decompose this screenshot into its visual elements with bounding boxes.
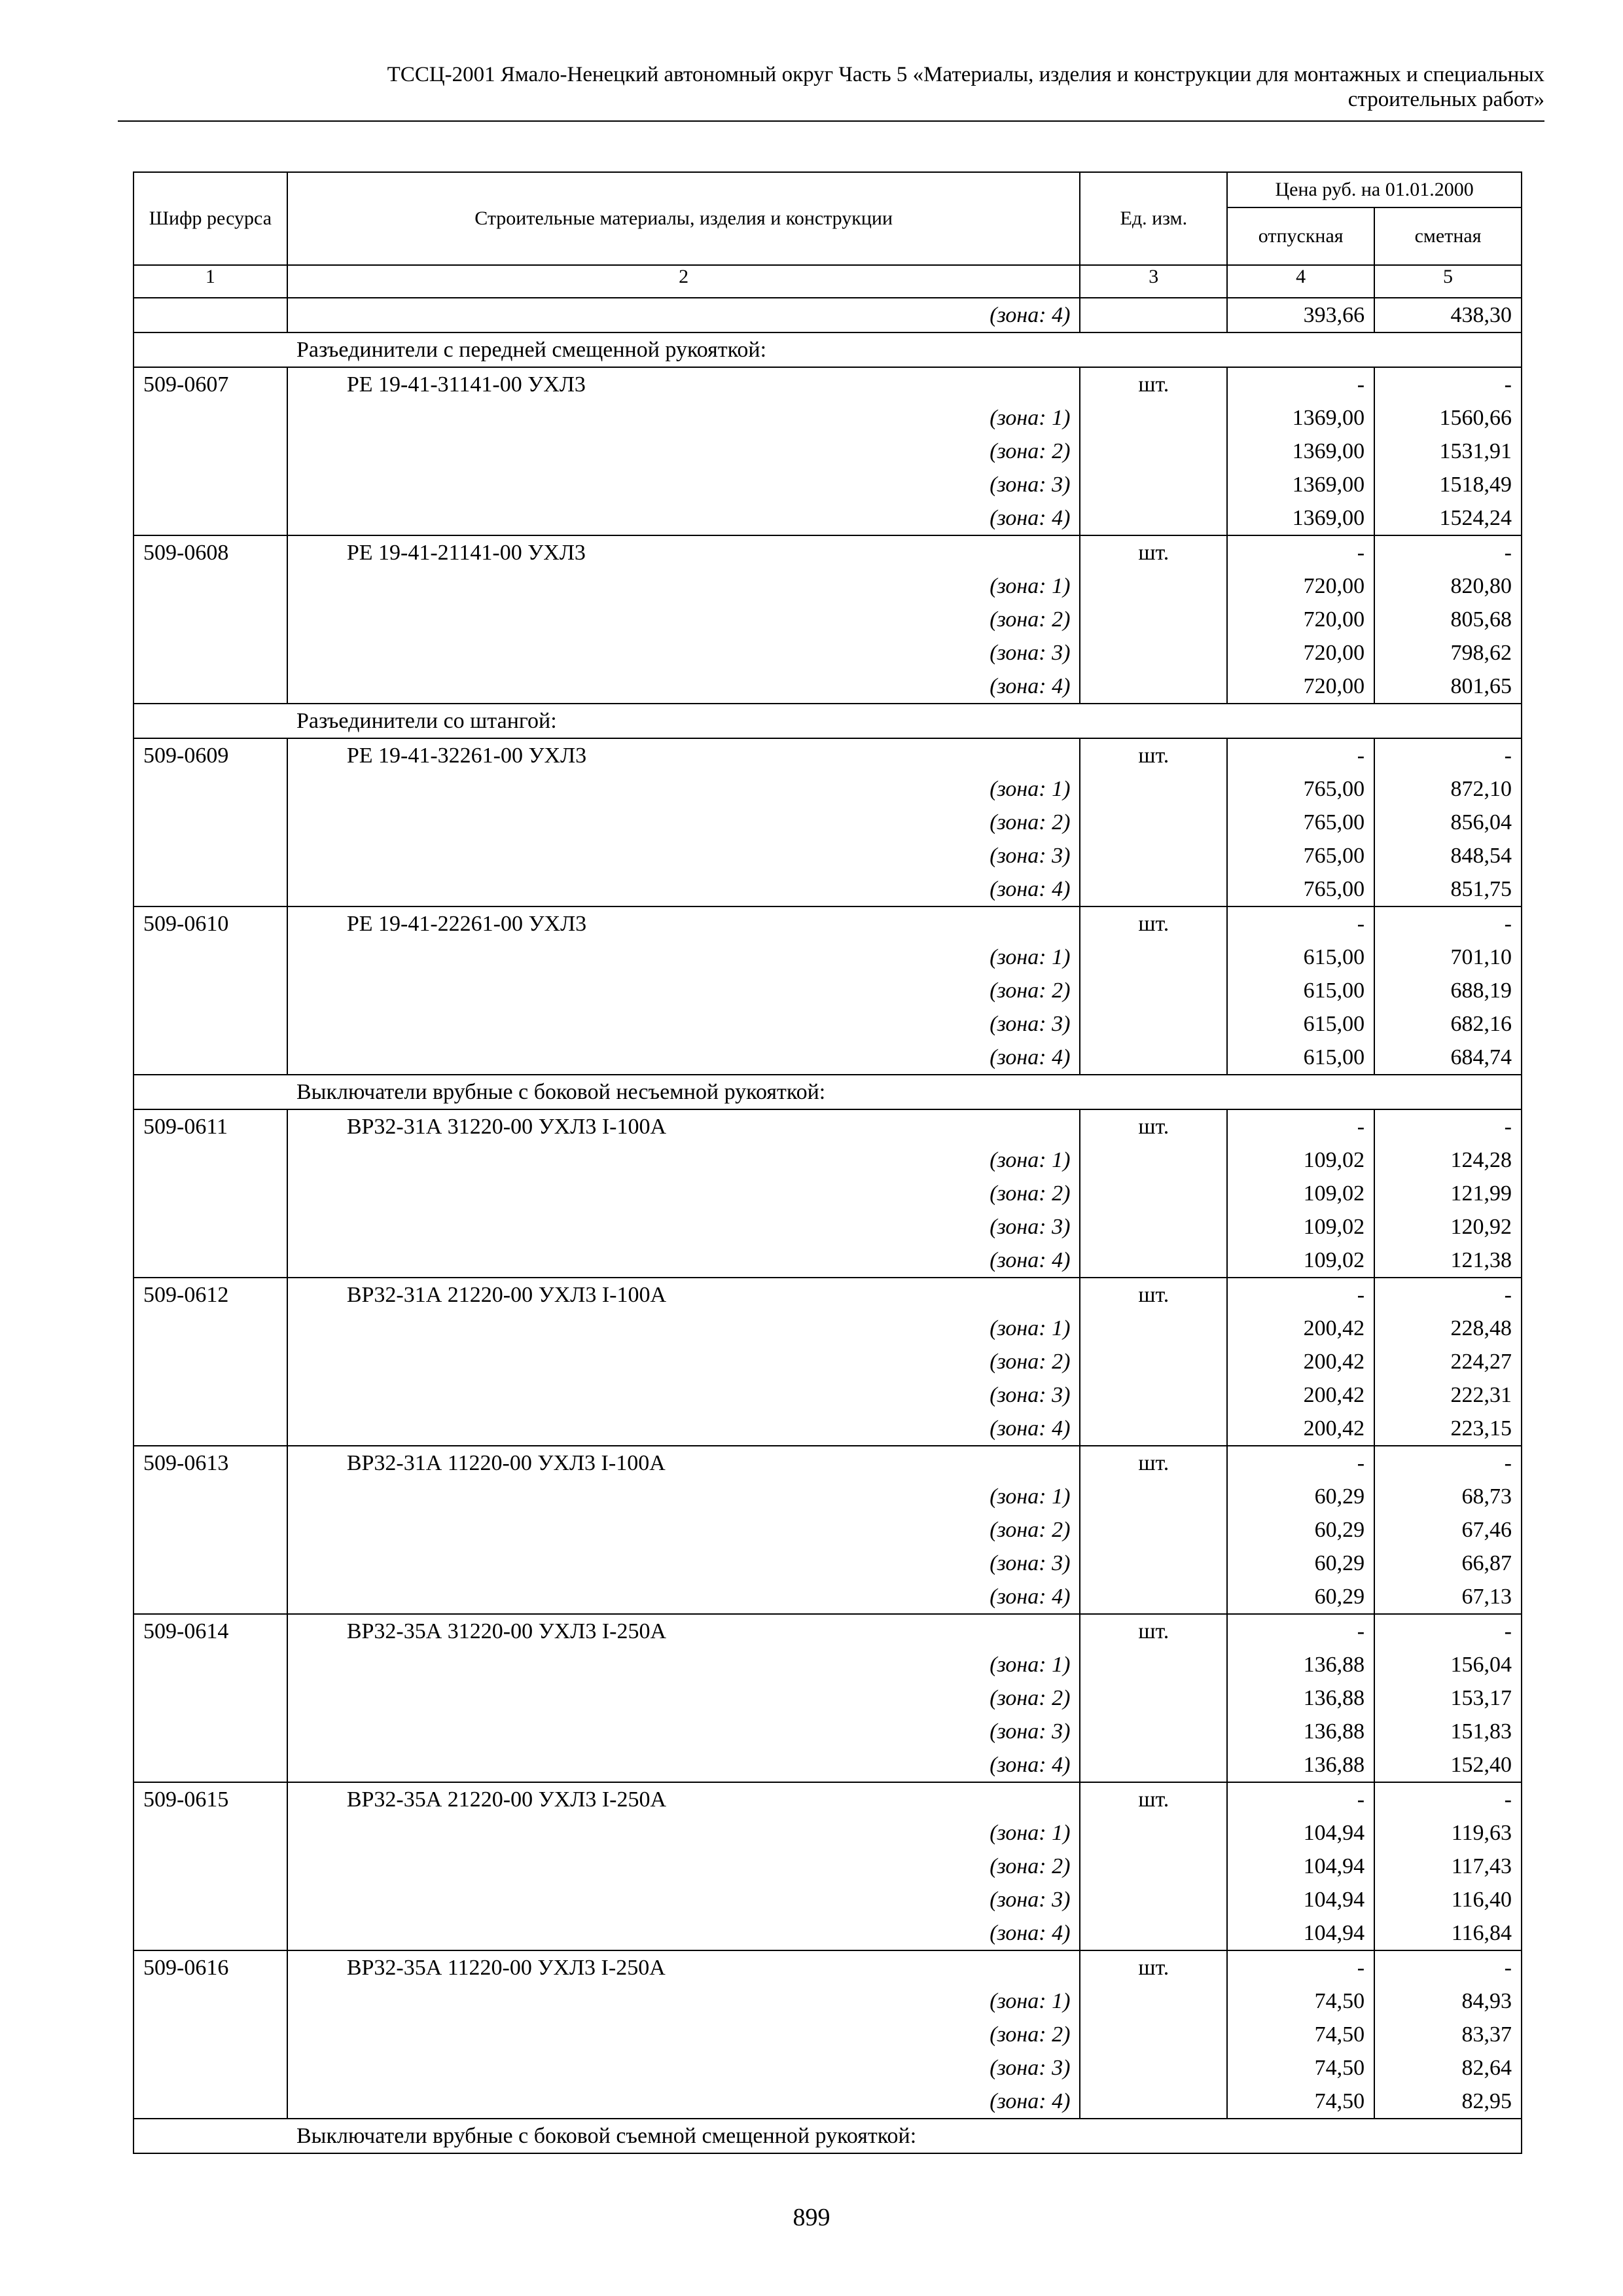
zone-row [134, 569, 1522, 603]
estimate-price: - [1374, 1278, 1522, 1312]
estimate-price: 872,10 [1374, 772, 1522, 806]
item-row [134, 1109, 1522, 1143]
zone-label: (зона: 2) [287, 1681, 1080, 1715]
zone-row [134, 401, 1522, 435]
item-row [134, 1782, 1522, 1816]
release-price: 1369,00 [1227, 468, 1374, 501]
release-price: 720,00 [1227, 603, 1374, 636]
estimate-price: 116,40 [1374, 1883, 1522, 1916]
unit: шт. [1080, 1782, 1227, 1816]
col-header-price-group: Цена руб. на 01.01.2000 [1227, 172, 1522, 207]
estimate-price: 117,43 [1374, 1850, 1522, 1883]
zone-label: (зона: 1) [287, 1816, 1080, 1850]
estimate-price: 67,46 [1374, 1513, 1522, 1547]
item-row [134, 906, 1522, 941]
item-name: ВР32-35А 31220-00 УХЛ3 I-250А [287, 1614, 1080, 1648]
release-price: 109,02 [1227, 1177, 1374, 1210]
col-header-name: Строительные материалы, изделия и конструкции [287, 172, 1080, 265]
header-line-2: строительных работ» [1347, 88, 1544, 111]
resource-code: 509-0608 [134, 535, 287, 569]
resource-code: 509-0607 [134, 367, 287, 401]
unit: шт. [1080, 906, 1227, 941]
zone-label: (зона: 4) [287, 1244, 1080, 1278]
table-body [134, 298, 1522, 2153]
estimate-price: - [1374, 1614, 1522, 1648]
release-price: 720,00 [1227, 670, 1374, 704]
release-price: - [1227, 1109, 1374, 1143]
col-header-estimate-price: сметная [1374, 207, 1522, 265]
release-price: 615,00 [1227, 1007, 1374, 1041]
zone-label: (зона: 2) [287, 1513, 1080, 1547]
release-price: 74,50 [1227, 2018, 1374, 2051]
release-price: - [1227, 1782, 1374, 1816]
release-price: 136,88 [1227, 1681, 1374, 1715]
release-price: 60,29 [1227, 1480, 1374, 1513]
zone-row [134, 1041, 1522, 1075]
col-number: 2 [287, 265, 1080, 298]
zone-row [134, 435, 1522, 468]
estimate-price: 1518,49 [1374, 468, 1522, 501]
release-price: 200,42 [1227, 1412, 1374, 1446]
zone-row [134, 1312, 1522, 1345]
zone-label: (зона: 3) [287, 636, 1080, 670]
col-number: 5 [1374, 265, 1522, 298]
zone-row [134, 1007, 1522, 1041]
estimate-price: 152,40 [1374, 1748, 1522, 1782]
zone-label: (зона: 3) [287, 1547, 1080, 1580]
release-price: 200,42 [1227, 1378, 1374, 1412]
estimate-price: - [1374, 535, 1522, 569]
estimate-price: 682,16 [1374, 1007, 1522, 1041]
zone-label: (зона: 3) [287, 1715, 1080, 1748]
zone-row [134, 603, 1522, 636]
col-number: 3 [1080, 265, 1227, 298]
zone-row [134, 1816, 1522, 1850]
release-price: 109,02 [1227, 1143, 1374, 1177]
zone-row [134, 839, 1522, 872]
item-name: РЕ 19-41-32261-00 УХЛ3 [287, 738, 1080, 772]
release-price: 104,94 [1227, 1916, 1374, 1950]
estimate-price: 82,64 [1374, 2051, 1522, 2085]
release-price: 765,00 [1227, 839, 1374, 872]
zone-row [134, 941, 1522, 974]
estimate-price: 151,83 [1374, 1715, 1522, 1748]
continuation-row [134, 298, 1522, 332]
estimate-price: 438,30 [1374, 298, 1522, 332]
release-price: - [1227, 906, 1374, 941]
resource-code: 509-0615 [134, 1782, 287, 1816]
release-price: - [1227, 1950, 1374, 1984]
estimate-price: - [1374, 1782, 1522, 1816]
zone-label: (зона: 4) [287, 298, 1080, 332]
zone-row [134, 2018, 1522, 2051]
zone-label: (зона: 4) [287, 501, 1080, 535]
col-header-unit: Ед. изм. [1080, 172, 1227, 265]
estimate-price: 124,28 [1374, 1143, 1522, 1177]
estimate-price: 688,19 [1374, 974, 1522, 1007]
zone-label: (зона: 1) [287, 1480, 1080, 1513]
zone-row [134, 1480, 1522, 1513]
estimate-price: 701,10 [1374, 941, 1522, 974]
zone-label: (зона: 4) [287, 1748, 1080, 1782]
zone-row [134, 1412, 1522, 1446]
resource-code: 509-0611 [134, 1109, 287, 1143]
estimate-price: 1531,91 [1374, 435, 1522, 468]
estimate-price: 798,62 [1374, 636, 1522, 670]
zone-label: (зона: 1) [287, 569, 1080, 603]
zone-row [134, 1715, 1522, 1748]
unit: шт. [1080, 1446, 1227, 1480]
estimate-price: 856,04 [1374, 806, 1522, 839]
release-price: 109,02 [1227, 1210, 1374, 1244]
release-price: 1369,00 [1227, 401, 1374, 435]
zone-row [134, 772, 1522, 806]
release-price: 720,00 [1227, 569, 1374, 603]
zone-row [134, 1244, 1522, 1278]
item-row [134, 535, 1522, 569]
estimate-price: 228,48 [1374, 1312, 1522, 1345]
estimate-price: 119,63 [1374, 1816, 1522, 1850]
release-price: 615,00 [1227, 974, 1374, 1007]
zone-row [134, 974, 1522, 1007]
estimate-price: 121,38 [1374, 1244, 1522, 1278]
unit: шт. [1080, 738, 1227, 772]
zone-row [134, 2051, 1522, 2085]
section-title: Разъединители с передней смещенной рукояткой: [134, 332, 1522, 367]
item-row [134, 1614, 1522, 1648]
unit: шт. [1080, 367, 1227, 401]
item-name: РЕ 19-41-31141-00 УХЛ3 [287, 367, 1080, 401]
item-name: ВР32-31А 11220-00 УХЛ3 I-100А [287, 1446, 1080, 1480]
zone-label: (зона: 3) [287, 1883, 1080, 1916]
price-table [133, 171, 1522, 2154]
estimate-price: 222,31 [1374, 1378, 1522, 1412]
zone-row [134, 636, 1522, 670]
estimate-price: 848,54 [1374, 839, 1522, 872]
unit: шт. [1080, 1109, 1227, 1143]
estimate-price: 223,15 [1374, 1412, 1522, 1446]
zone-row [134, 806, 1522, 839]
zone-label: (зона: 3) [287, 1378, 1080, 1412]
release-price: 615,00 [1227, 941, 1374, 974]
section-title: Выключатели врубные с боковой несъемной рукояткой: [134, 1075, 1522, 1109]
unit: шт. [1080, 1614, 1227, 1648]
release-price: 136,88 [1227, 1715, 1374, 1748]
trailing-section-row [134, 2119, 1522, 2153]
zone-label: (зона: 4) [287, 670, 1080, 704]
release-price: 104,94 [1227, 1816, 1374, 1850]
release-price: - [1227, 367, 1374, 401]
release-price: - [1227, 1278, 1374, 1312]
release-price: 765,00 [1227, 872, 1374, 906]
release-price: 109,02 [1227, 1244, 1374, 1278]
zone-row [134, 1547, 1522, 1580]
release-price: 615,00 [1227, 1041, 1374, 1075]
estimate-price: 116,84 [1374, 1916, 1522, 1950]
page-number: 899 [793, 2204, 830, 2231]
release-price: - [1227, 1446, 1374, 1480]
release-price: - [1227, 1614, 1374, 1648]
zone-label: (зона: 4) [287, 872, 1080, 906]
zone-label: (зона: 2) [287, 603, 1080, 636]
zone-row [134, 1850, 1522, 1883]
release-price: 136,88 [1227, 1748, 1374, 1782]
estimate-price: 156,04 [1374, 1648, 1522, 1681]
zone-row [134, 1177, 1522, 1210]
release-price: 1369,00 [1227, 435, 1374, 468]
header-rule [118, 120, 1544, 122]
zone-label: (зона: 1) [287, 772, 1080, 806]
col-header-code: Шифр ресурса [134, 172, 287, 265]
zone-row [134, 1648, 1522, 1681]
zone-row [134, 872, 1522, 906]
estimate-price: - [1374, 738, 1522, 772]
zone-row [134, 1916, 1522, 1950]
estimate-price: 68,73 [1374, 1480, 1522, 1513]
zone-label: (зона: 4) [287, 1041, 1080, 1075]
zone-row [134, 1984, 1522, 2018]
release-price: 60,29 [1227, 1513, 1374, 1547]
estimate-price: 851,75 [1374, 872, 1522, 906]
item-row [134, 1950, 1522, 1984]
item-row [134, 367, 1522, 401]
estimate-price: 1524,24 [1374, 501, 1522, 535]
resource-code: 509-0613 [134, 1446, 287, 1480]
section-row [134, 332, 1522, 367]
col-number: 4 [1227, 265, 1374, 298]
zone-label: (зона: 1) [287, 1143, 1080, 1177]
zone-label: (зона: 4) [287, 1580, 1080, 1614]
estimate-price: 67,13 [1374, 1580, 1522, 1614]
estimate-price: - [1374, 1109, 1522, 1143]
zone-row [134, 468, 1522, 501]
estimate-price: - [1374, 1446, 1522, 1480]
release-price: 74,50 [1227, 2051, 1374, 2085]
zone-label: (зона: 1) [287, 1312, 1080, 1345]
section-title: Разъединители со штангой: [134, 704, 1522, 738]
zone-label: (зона: 1) [287, 401, 1080, 435]
zone-label: (зона: 3) [287, 1210, 1080, 1244]
col-header-release-price: отпускная [1227, 207, 1374, 265]
item-name: ВР32-31А 21220-00 УХЛ3 I-100А [287, 1278, 1080, 1312]
release-price: 1369,00 [1227, 501, 1374, 535]
zone-label: (зона: 2) [287, 1177, 1080, 1210]
release-price: 104,94 [1227, 1883, 1374, 1916]
zone-label: (зона: 2) [287, 1345, 1080, 1378]
zone-row [134, 1681, 1522, 1715]
release-price: 765,00 [1227, 772, 1374, 806]
unit: шт. [1080, 1278, 1227, 1312]
item-name: ВР32-35А 11220-00 УХЛ3 I-250А [287, 1950, 1080, 1984]
zone-label: (зона: 2) [287, 1850, 1080, 1883]
estimate-price: 84,93 [1374, 1984, 1522, 2018]
zone-label: (зона: 4) [287, 1916, 1080, 1950]
zone-label: (зона: 1) [287, 941, 1080, 974]
zone-row [134, 1513, 1522, 1547]
release-price: 765,00 [1227, 806, 1374, 839]
estimate-price: 153,17 [1374, 1681, 1522, 1715]
item-row [134, 738, 1522, 772]
zone-row [134, 1883, 1522, 1916]
estimate-price: 801,65 [1374, 670, 1522, 704]
section-title: Выключатели врубные с боковой съемной смещенной рукояткой: [134, 2119, 1522, 2153]
estimate-price: - [1374, 1950, 1522, 1984]
release-price: - [1227, 738, 1374, 772]
estimate-price: 684,74 [1374, 1041, 1522, 1075]
zone-row [134, 1748, 1522, 1782]
release-price: 393,66 [1227, 298, 1374, 332]
release-price: 200,42 [1227, 1345, 1374, 1378]
estimate-price: 82,95 [1374, 2085, 1522, 2119]
zone-label: (зона: 3) [287, 468, 1080, 501]
estimate-price: 83,37 [1374, 2018, 1522, 2051]
item-name: ВР32-35А 21220-00 УХЛ3 I-250А [287, 1782, 1080, 1816]
item-name: РЕ 19-41-21141-00 УХЛ3 [287, 535, 1080, 569]
estimate-price: 66,87 [1374, 1547, 1522, 1580]
release-price: 104,94 [1227, 1850, 1374, 1883]
zone-row [134, 1345, 1522, 1378]
estimate-price: - [1374, 367, 1522, 401]
resource-code: 509-0616 [134, 1950, 287, 1984]
running-header [118, 62, 1544, 112]
zone-label: (зона: 2) [287, 806, 1080, 839]
zone-label: (зона: 3) [287, 2051, 1080, 2085]
estimate-price: 121,99 [1374, 1177, 1522, 1210]
zone-label: (зона: 2) [287, 2018, 1080, 2051]
col-number: 1 [134, 265, 287, 298]
resource-code: 509-0614 [134, 1614, 287, 1648]
zone-row [134, 501, 1522, 535]
release-price: - [1227, 535, 1374, 569]
item-row [134, 1278, 1522, 1312]
estimate-price: - [1374, 906, 1522, 941]
resource-code: 509-0609 [134, 738, 287, 772]
release-price: 720,00 [1227, 636, 1374, 670]
estimate-price: 820,80 [1374, 569, 1522, 603]
zone-label: (зона: 1) [287, 1984, 1080, 2018]
estimate-price: 1560,66 [1374, 401, 1522, 435]
item-name: ВР32-31А 31220-00 УХЛ3 I-100А [287, 1109, 1080, 1143]
unit: шт. [1080, 1950, 1227, 1984]
resource-code: 509-0610 [134, 906, 287, 941]
zone-row [134, 1378, 1522, 1412]
item-row [134, 1446, 1522, 1480]
zone-row [134, 670, 1522, 704]
release-price: 60,29 [1227, 1580, 1374, 1614]
release-price: 74,50 [1227, 1984, 1374, 2018]
zone-label: (зона: 3) [287, 1007, 1080, 1041]
section-row [134, 704, 1522, 738]
estimate-price: 120,92 [1374, 1210, 1522, 1244]
zone-label: (зона: 2) [287, 974, 1080, 1007]
item-name: РЕ 19-41-22261-00 УХЛ3 [287, 906, 1080, 941]
estimate-price: 224,27 [1374, 1345, 1522, 1378]
zone-row [134, 1580, 1522, 1614]
zone-row [134, 2085, 1522, 2119]
zone-label: (зона: 1) [287, 1648, 1080, 1681]
release-price: 200,42 [1227, 1312, 1374, 1345]
zone-label: (зона: 2) [287, 435, 1080, 468]
zone-row [134, 1210, 1522, 1244]
unit: шт. [1080, 535, 1227, 569]
resource-code: 509-0612 [134, 1278, 287, 1312]
zone-label: (зона: 4) [287, 2085, 1080, 2119]
estimate-price: 805,68 [1374, 603, 1522, 636]
release-price: 60,29 [1227, 1547, 1374, 1580]
zone-row [134, 1143, 1522, 1177]
zone-label: (зона: 3) [287, 839, 1080, 872]
header-line-1: ТССЦ-2001 Ямало-Ненецкий автономный округ Часть 5 «Материалы, изделия и конструкции для монтажных и специальных [387, 63, 1544, 86]
section-row [134, 1075, 1522, 1109]
zone-label: (зона: 4) [287, 1412, 1080, 1446]
release-price: 136,88 [1227, 1648, 1374, 1681]
release-price: 74,50 [1227, 2085, 1374, 2119]
